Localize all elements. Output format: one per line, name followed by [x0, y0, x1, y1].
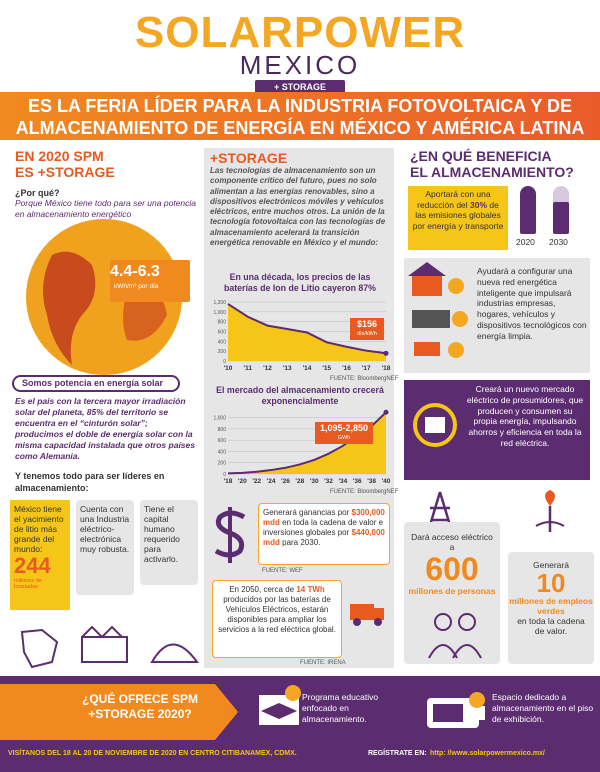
reduction-pre: Aportará con una reducción del	[417, 189, 491, 210]
chart1-title: En una década, los precios de las baterías de Ion de Litio cayeron 87%	[223, 272, 377, 293]
card-capital-text: Tiene el capital humano requerido para activarlo.	[144, 504, 180, 564]
chart1-xtick: '12	[263, 365, 272, 372]
card-litio	[10, 500, 70, 610]
market-text: Creará un nuevo mercado eléctrico de prosumidores, que producen y consumen su propia energía, impulsando ahorros y eficiencia en toda la red eléctrica.	[466, 384, 584, 448]
left-title-1: EN 2020 SPM	[15, 148, 104, 164]
banner-line-1: ES LA FERIA LÍDER PARA LA INDUSTRIA FOTOVOLTAICA Y DE	[27, 96, 573, 116]
people-icon	[425, 608, 485, 663]
visit-text: VISÍTANOS DEL 18 AL 20 DE NOVIEMBRE DE 2020 EN CENTRO CITIBANAMEX, CDMX.	[8, 750, 297, 757]
chart2-callout-value: 1,095-2,850	[319, 423, 369, 433]
dollar-icon	[210, 505, 252, 565]
plant-icon	[530, 490, 570, 535]
jobs-value: 10	[536, 568, 566, 598]
gains-value-1: $300,000 mdd	[263, 508, 385, 527]
potencia-label: Somos potencia en energía solar	[12, 375, 180, 392]
offer-item-2: Espacio dedicado a almacenamiento en el piso de exhibición.	[492, 692, 594, 724]
chart2-xtick: '32	[324, 478, 333, 485]
chart2-xtick: '18	[223, 478, 233, 485]
chart2-endpoint	[384, 410, 389, 415]
jobs-card	[508, 552, 594, 664]
card-industria-text: Cuenta con una Industria eléctrico-electrónica muy robusta.	[80, 504, 130, 554]
factory-row-icon	[412, 310, 450, 328]
prosumer-cycle-icon	[408, 395, 463, 455]
bar-2020	[520, 186, 536, 234]
chart2-callout	[315, 422, 373, 444]
ev-card	[212, 580, 342, 658]
chart1-xtick: '13	[282, 365, 292, 372]
chart2-xtick: '22	[252, 478, 262, 485]
chart1-callout-unit: dls/kWh	[357, 331, 377, 337]
hardhat-icon	[152, 645, 197, 663]
card-litio-value: 244	[14, 553, 51, 578]
chart2-xtick: '28	[295, 478, 305, 485]
chart2-xtick: '30	[309, 478, 319, 485]
chart1-ytick: 200	[217, 349, 226, 356]
logo-solarpower: SOLARPOWER	[134, 8, 466, 57]
main-banner	[0, 92, 600, 140]
card-industria	[76, 500, 134, 595]
card-capital	[140, 500, 198, 585]
chart2-ytick: 1,000	[213, 415, 226, 422]
factory-icon	[82, 637, 127, 662]
chart2-title: El mercado del almacenamiento crecerá exponencialmente	[216, 385, 384, 406]
reduction-value: 30%	[470, 199, 488, 210]
bar-label-2020: 2020	[516, 237, 535, 247]
chart1-source: FUENTE: BloombergNEF	[330, 376, 399, 382]
middle-intro: Las tecnologías de almacenamiento son un componente crítico del futuro, pues no solo alimentan a las energías renovables, sino a dispositivos electrónicos móviles y vehículos eléctricos, entre muchos otros. La unión de la tecnología fotovoltaica con las tecnologías de almacenamiento acelerará la transición energética renovable en México y el mundo:	[210, 166, 386, 248]
chart2-xtick: '38	[367, 478, 377, 485]
chart1-xtick: '17	[361, 365, 371, 372]
right-title-2: EL ALMACENAMIENTO?	[410, 164, 574, 180]
chart1-ytick: 800	[217, 319, 226, 326]
chart1-xtick: '14	[302, 365, 312, 372]
chart2-ytick: 400	[217, 449, 226, 456]
ev-value: 14 TWh	[296, 585, 325, 594]
gains-value-2: $440,000 mdd	[263, 528, 385, 547]
storage-pill: + STORAGE	[255, 80, 345, 94]
chart1-ytick: 600	[217, 329, 226, 336]
chart1-ytick: 400	[217, 339, 226, 346]
offer-item-1: Programa educativo enfocado en almacenamiento.	[302, 692, 379, 724]
globe-illustration	[12, 215, 197, 380]
battery-icon	[425, 690, 490, 734]
chart1-xtick: '15	[322, 365, 332, 372]
chart2-xtick: '34	[338, 478, 348, 485]
ev-post: producidos por las baterías de Vehículos Eléctricos, estarán disponibles para ampliar los servicios a la red eléctrica global.	[218, 595, 336, 634]
access-post: millones de personas	[408, 586, 496, 596]
irradiance-unit: kWh/m² por día	[114, 283, 159, 290]
register-label: REGÍSTRATE EN:	[368, 750, 427, 757]
jobs-post: en toda la cadena de valor.	[517, 616, 585, 636]
chart2-ytick: 600	[217, 438, 226, 445]
irradiance-value: 4.4-6.3	[110, 263, 160, 280]
access-pre: Dará acceso eléctrico a	[411, 532, 493, 552]
mexico-map-icon	[22, 630, 57, 667]
card-litio-text: México tiene el yacimiento de litio más grande del mundo:	[14, 504, 64, 554]
chart2-ytick: 200	[217, 460, 226, 467]
card-litio-unit: millones de toneladas	[14, 578, 42, 590]
gains-source: FUENTE: WEF	[262, 568, 303, 574]
chart1-callout	[350, 318, 384, 340]
ev-pre: En 2050, cerca de	[229, 585, 297, 594]
reduction-card	[408, 186, 508, 250]
gains-pre: Generará ganancias por	[263, 508, 352, 517]
right-title-1: ¿EN QUÉ BENEFICIA	[410, 148, 552, 164]
vehicle-icon	[414, 342, 440, 356]
chart1-xtick: '18	[381, 365, 391, 372]
left-title-2: ES +STORAGE	[15, 164, 115, 180]
offer-heading: ¿QUÉ OFRECE SPM +STORAGE 2020?	[81, 692, 198, 721]
gains-card	[258, 503, 390, 565]
left-icons	[12, 612, 202, 672]
chart-storage-market	[206, 408, 394, 486]
chart1-ytick: 1,000	[213, 309, 226, 316]
bar-label-2030: 2030	[549, 237, 568, 247]
logo-mexico: MEXICO	[239, 50, 361, 80]
chart2-xtick: '24	[266, 478, 276, 485]
middle-title: +STORAGE	[210, 150, 288, 166]
grid-text: Ayudará a configurar una nueva red energética inteligente que impulsará industrias empresas, hogares, vehículos y dispositivos tecnológicos con energía limpia.	[477, 266, 587, 341]
chart1-xtick: '11	[243, 365, 252, 372]
chart1-callout-value: $156	[356, 319, 378, 329]
register-url[interactable]: http: //www.solarpowermexico.mx/	[430, 750, 545, 757]
grid-icons	[408, 262, 473, 370]
house-icon	[412, 274, 442, 296]
chart2-xtick: '36	[352, 478, 362, 485]
chart2-source: FUENTE: BloombergNEF	[330, 489, 399, 495]
gains-mid: en toda la cadena de valor e inversiones globales por	[263, 518, 384, 537]
education-icon	[255, 685, 303, 733]
chart1-endpoint	[384, 351, 389, 356]
chart1-ytick: 0	[223, 359, 226, 365]
chart2-ytick: 0	[223, 472, 226, 478]
chart2-callout-unit: GWh	[337, 435, 351, 441]
bar-2030	[553, 202, 569, 234]
gains-post: para 2030.	[279, 538, 321, 547]
why-question: ¿Por qué?	[15, 188, 60, 198]
chart1-xtick: '16	[342, 365, 351, 372]
potencia-text: Es el país con la tercera mayor irradiación solar del planeta, 85% del territorio se encuentra en el “cinturón solar”; producimos el doble de energía solar con la misma capacidad instalada que otros países como Alemania.	[15, 396, 195, 461]
jobs-mid: millones de empleos verdes	[509, 596, 593, 616]
access-value: 600	[425, 551, 479, 587]
jobs-pre: Generará	[533, 560, 569, 570]
chart1-ytick: 1,200	[213, 300, 226, 306]
ev-source: FUENTE: IRENA	[300, 660, 346, 666]
left-column	[15, 148, 200, 220]
ev-truck-icon	[348, 598, 388, 628]
chart1-xtick: '10	[223, 365, 233, 372]
chart2-xtick: '40	[381, 478, 391, 485]
chart2-xtick: '20	[237, 478, 247, 485]
why-answer: Porque México tiene todo para ser una potencia en almacenamiento energético	[15, 198, 196, 219]
chart2-xtick: '26	[281, 478, 290, 485]
chart2-ytick: 800	[217, 426, 226, 433]
lideres-heading: Y tenemos todo para ser líderes en almacenamiento:	[15, 471, 165, 493]
banner-line-2: ALMACENAMIENTO DE ENERGÍA EN MÉXICO Y AMÉRICA LATINA	[15, 118, 585, 138]
reduction-post: de las emisiones globales por energía y transporte	[412, 199, 504, 231]
